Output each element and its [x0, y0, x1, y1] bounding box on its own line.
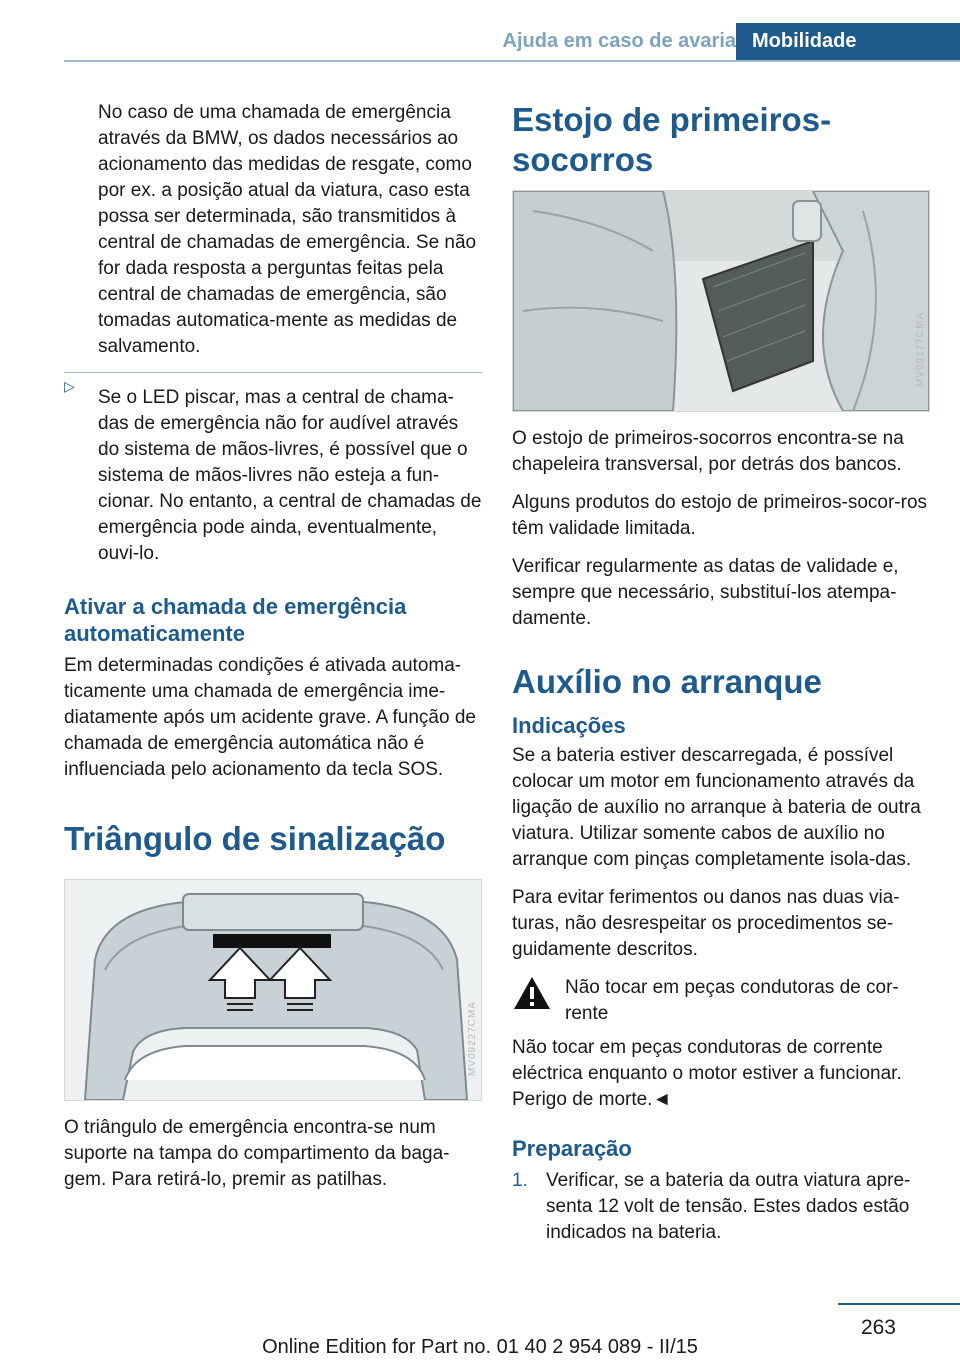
first-aid-text-2: Alguns produtos do estojo de primeiros-socor-ros têm validade limitada. [512, 492, 928, 539]
bullet-triangle-icon: ▷ [64, 378, 75, 394]
footer-rule [838, 1303, 960, 1305]
warning-triangle-heading: Triângulo de sinalização [64, 820, 446, 857]
warning-text: Não tocar em peças condutoras de corrente eléctrica enquanto o motor estiver a funcionar. Perigo de morte.◄ [512, 1037, 902, 1110]
triangle-text: O triângulo de emergência encontra-se num suporte na tampa do compartimento da baga-gem. Para retirá-lo, premir as patilhas. [64, 1117, 450, 1190]
first-aid-kit-illustration [513, 191, 929, 411]
jump-start-heading: Auxílio no arranque [512, 663, 822, 700]
page-number: 263 [860, 1316, 896, 1339]
right-column [512, 100, 932, 1246]
preparation-heading: Preparação [512, 1136, 632, 1161]
auto-call-heading: Ativar a chamada de emergência automaticamente [64, 594, 407, 646]
auto-call-text: Em determinadas condições é ativada automa-ticamente uma chamada de emergência ime-diatamente após um acidente grave. A função de chamada de emergência automática não é influenciada pelo acionamento da tecla SOS. [64, 655, 476, 780]
emergency-call-text: No caso de uma chamada de emergência através da BMW, os dados necessários ao acionamento das medidas de resgate, como por ex. a posição atual da viatura, caso esta possa ser determinada, são transmitidos à central de chamadas de emergência. Se não for dada resposta a perguntas feitas pela central de chamadas de emergência, são tomadas automatica-mente as medidas de salvamento. [98, 102, 477, 357]
warning-title: Não tocar em peças condutoras de cor-rente [565, 977, 899, 1024]
chapter-tab: Mobilidade [736, 23, 960, 60]
notes-text-2: Para evitar ferimentos ou danos nas duas via-turas, não desrespeitar os procedimentos se-guidamente descritos. [512, 887, 900, 960]
step-text: Verificar, se a bateria da outra viatura apre-senta 12 volt de tensão. Estes dados estão indicados na bateria. [546, 1170, 911, 1243]
trunk-lid-illustration [65, 880, 481, 1100]
notes-text-1: Se a bateria estiver descarregada, é possível colocar um motor em funcionamento através da ligação de auxílio no arranque à bateria de outra viatura. Utilizar somente cabos de auxílio no arranque com pinças completamente isola-das. [512, 745, 921, 870]
first-aid-text-1: O estojo de primeiros-socorros encontra-se na chapeleira transversal, por detrás dos bancos. [512, 428, 904, 475]
section-tab: Ajuda em caso de avaria [502, 30, 736, 52]
left-column [64, 100, 482, 1205]
warning-triangle-icon [512, 975, 552, 1011]
step-1 [512, 1168, 932, 1246]
bullet-text: Se o LED piscar, mas a central de chama-das de emergência não for audível através do sistema de mãos-livres, é possível que o sistema de mãos-livres não esteja a fun-cionar. No entanto, a central de chamadas de emergência pode ainda, eventualmente, ouvi-lo. [98, 387, 482, 564]
trunk-lid-figure [64, 879, 482, 1101]
figure-code: MV09177CMA [915, 311, 926, 387]
figure-code: MV09227CMA [467, 1000, 478, 1076]
header-rule [64, 60, 960, 62]
edition-footer: Online Edition for Part no. 01 40 2 954 089 - II/15 [262, 1336, 698, 1358]
step-number: 1. [512, 1170, 528, 1191]
first-aid-text-3: Verificar regularmente as datas de validade e, sempre que necessário, substituí-los atempa-damente. [512, 556, 899, 629]
notes-heading: Indicações [512, 713, 626, 738]
first-aid-figure [512, 190, 930, 412]
bullet-item [64, 372, 482, 567]
first-aid-heading: Estojo de primeiros-socorros [512, 101, 832, 178]
warning-box [512, 975, 932, 1027]
